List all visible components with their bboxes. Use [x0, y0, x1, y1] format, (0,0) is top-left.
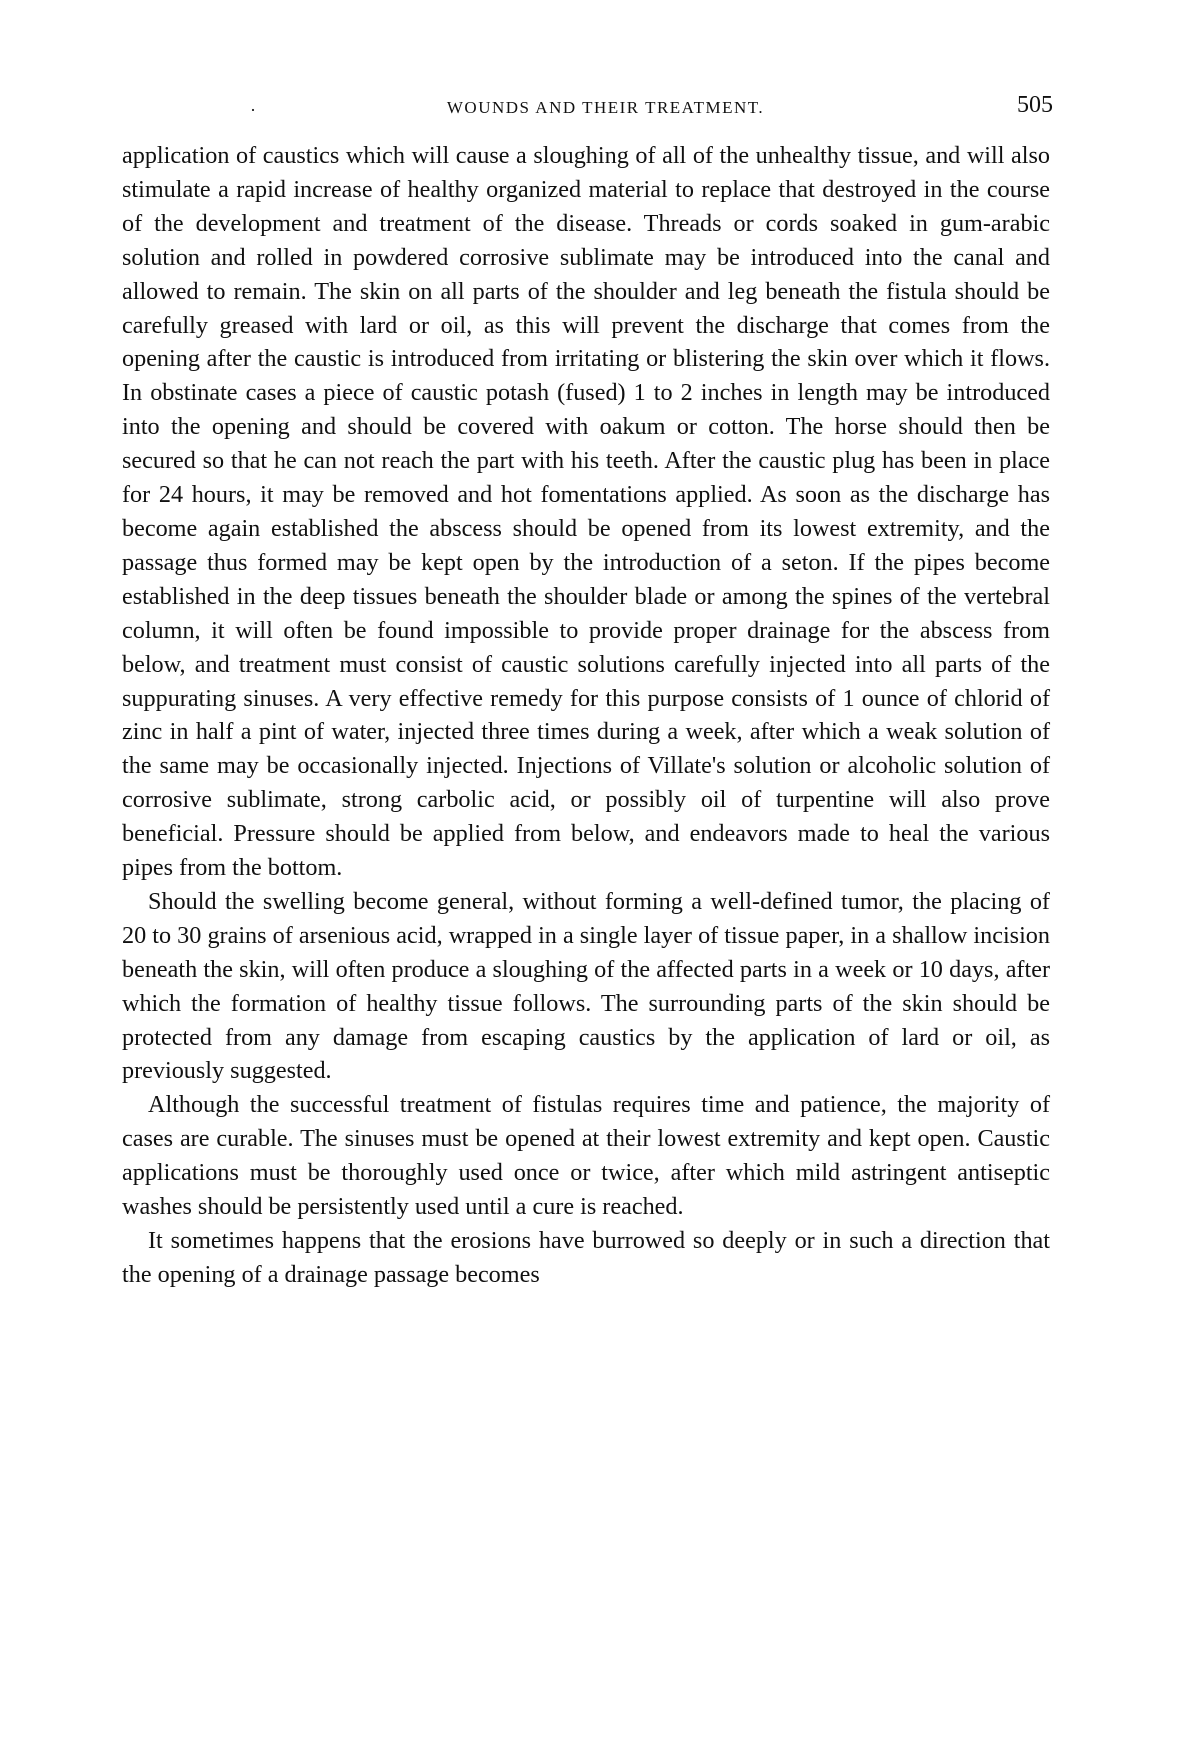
running-head: WOUNDS AND THEIR TREATMENT.	[446, 98, 765, 117]
header-dot: ·	[250, 100, 256, 120]
paragraph-continued: application of caustics which will cause a sloughing of all of the unhealthy tissue, and will also stimulate a rapid increase of healthy organized material to replace that destroyed in the course of the development and treatment of the disease. Threads or cords soaked in gum-arabic solution and rolled in powdered corrosive sublimate may be introduced into the canal and allowed to remain. The skin on all parts of the shoulder and leg beneath the fistula should be carefully greased with lard or oil, as this will prevent the discharge that comes from the opening after the caustic is introduced from irritating or blistering the skin over which it flows. In obstinate cases a piece of caustic potash (fused) 1 to 2 inches in length may be introduced into the opening and should be covered with oakum or cotton. The horse should then be secured so that he can not reach the part with his teeth. After the caustic plug has been in place for 24 hours, it may be removed and hot fomentations applied. As soon as the discharge has become again established the abscess should be opened from its lowest extremity, and the passage thus formed may be kept open by the introduction of a seton. If the pipes become established in the deep tissues beneath the shoulder blade or among the spines of the vertebral column, it will often be found impossible to provide proper drainage for the abscess from below, and treatment must consist of caustic solutions carefully injected into all parts of the suppurating sinuses. A very effective remedy for this purpose consists of 1 ounce of chlorid of zinc in half a pint of water, injected three times during a week, after which a weak solution of the same may be occasionally injected. Injections of Villate's solution or alcoholic solution of corrosive sublimate, strong carbolic acid, or possibly oil of turpentine will also prove beneficial. Pressure should be applied from below, and endeavors made to heal the various pipes from the bottom.	[122, 142, 1050, 882]
page-number: 505	[1017, 92, 1053, 118]
paragraph: Should the swelling become general, without forming a well-defined tumor, the placing of 20 to 30 grains of arsenious acid, wrapped in a single layer of tissue paper, in a shallow incision beneath the skin, will often produce a sloughing of the affected parts in a week or 10 days, after which the formation of healthy tissue follows. The surrounding parts of the skin should be protected from any damage from escaping caustics by the application of lard or oil, as previously suggested.	[122, 887, 1050, 1085]
paragraph: It sometimes happens that the erosions have burrowed so deeply or in such a direction that the opening of a drainage passage becomes	[122, 1227, 1050, 1288]
page-header	[118, 92, 1053, 128]
body-text	[122, 139, 1050, 1292]
paragraph: Although the successful treatment of fistulas requires time and patience, the majority of cases are curable. The sinuses must be opened at their lowest extremity and kept open. Caustic applications must be thoroughly used once or twice, after which mild astringent antiseptic washes should be persistently used until a cure is reached.	[122, 1091, 1050, 1221]
